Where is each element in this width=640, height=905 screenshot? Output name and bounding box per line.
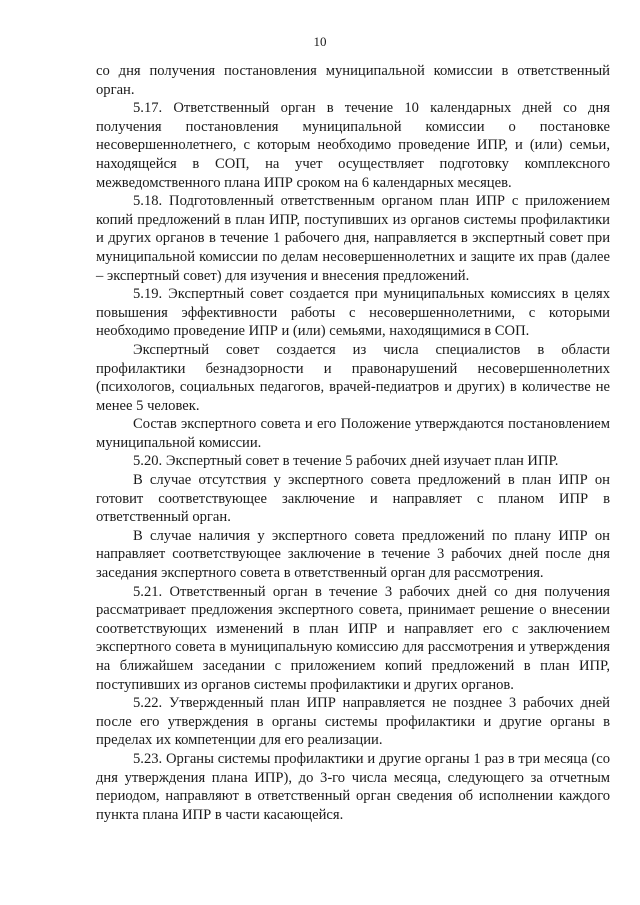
paragraph-5-17: 5.17. Ответственный орган в течение 10 календарных дней со дня получения постановления муниципальной комиссии о постановке несовершеннолетнего, с которым необходимо проведение ИПР, и (или) семьи, находящейся в СОП, на учет осуществляет подготовку комплексного межведомственного плана ИПР сроком на 6 календарных месяцев.: [96, 100, 610, 191]
paragraph-5-20: 5.20. Экспертный совет в течение 5 рабочих дней изучает план ИПР.: [133, 453, 559, 470]
paragraph-5-22: 5.22. Утвержденный план ИПР направляется не позднее 3 рабочих дней после его утверждения в органы системы профилактики и другие органы в пределах их компетенции для его реализации.: [96, 695, 610, 749]
paragraph-continuation: со дня получения постановления муниципальной комиссии в ответственный орган.: [96, 63, 610, 98]
paragraph-no-proposals: В случае отсутствия у экспертного совета предложений в план ИПР он готовит соответствующее заключение и направляет с планом ИПР в ответственный орган.: [96, 472, 610, 526]
paragraph-expert-council-composition: Экспертный совет создается из числа специалистов в области профилактики безнадзорности и правонарушений несовершеннолетних (психологов, социальных педагогов, врачей-педиатров и других) в количестве не менее 5 человек.: [96, 341, 610, 414]
document-body: [96, 62, 610, 824]
paragraph-5-19: 5.19. Экспертный совет создается при муниципальных комиссиях в целях повышения эффективности работы с несовершеннолетними, с которыми необходимо проведение ИПР и (или) семьями, находящимися в СОП.: [96, 286, 610, 340]
paragraph-with-proposals: В случае наличия у экспертного совета предложений по плану ИПР он направляет соответствующее заключение в течение 3 рабочих дней после дня заседания экспертного совета в ответственный орган для рассмотрения.: [96, 527, 610, 582]
paragraph-5-18: 5.18. Подготовленный ответственным органом план ИПР с приложением копий предложений в план ИПР, поступивших из органов системы профилактики и других органов в течение 1 рабочего дня, направляется в экспертный совет при муниципальной комиссии по делам несовершеннолетних и защите их прав (далее – экспертный совет) для изучения и внесения предложений.: [96, 193, 610, 284]
paragraph-5-23: 5.23. Органы системы профилактики и другие органы 1 раз в три месяца (со дня утверждения плана ИПР), до 3-го числа месяца, следующего за отчетным периодом, направляют в ответственный орган сведения об исполнении каждого пункта плана ИПР в части касающейся.: [96, 750, 610, 823]
paragraph-5-21: 5.21. Ответственный орган в течение 3 рабочих дней со дня получения рассматривает предложения экспертного совета, принимает решение о внесении соответствующих изменений в план ИПР и направляет его с заключением экспертного совета в муниципальную комиссию для рассмотрения и утверждения на ближайшем заседании с приложением копий предложений в план ИПР, поступивших из органов системы профилактики и других органов.: [96, 583, 610, 693]
paragraph-expert-council-regulation: Состав экспертного совета и его Положение утверждаются постановлением муниципальной комиссии.: [96, 416, 610, 451]
page-number: 10: [313, 34, 327, 49]
